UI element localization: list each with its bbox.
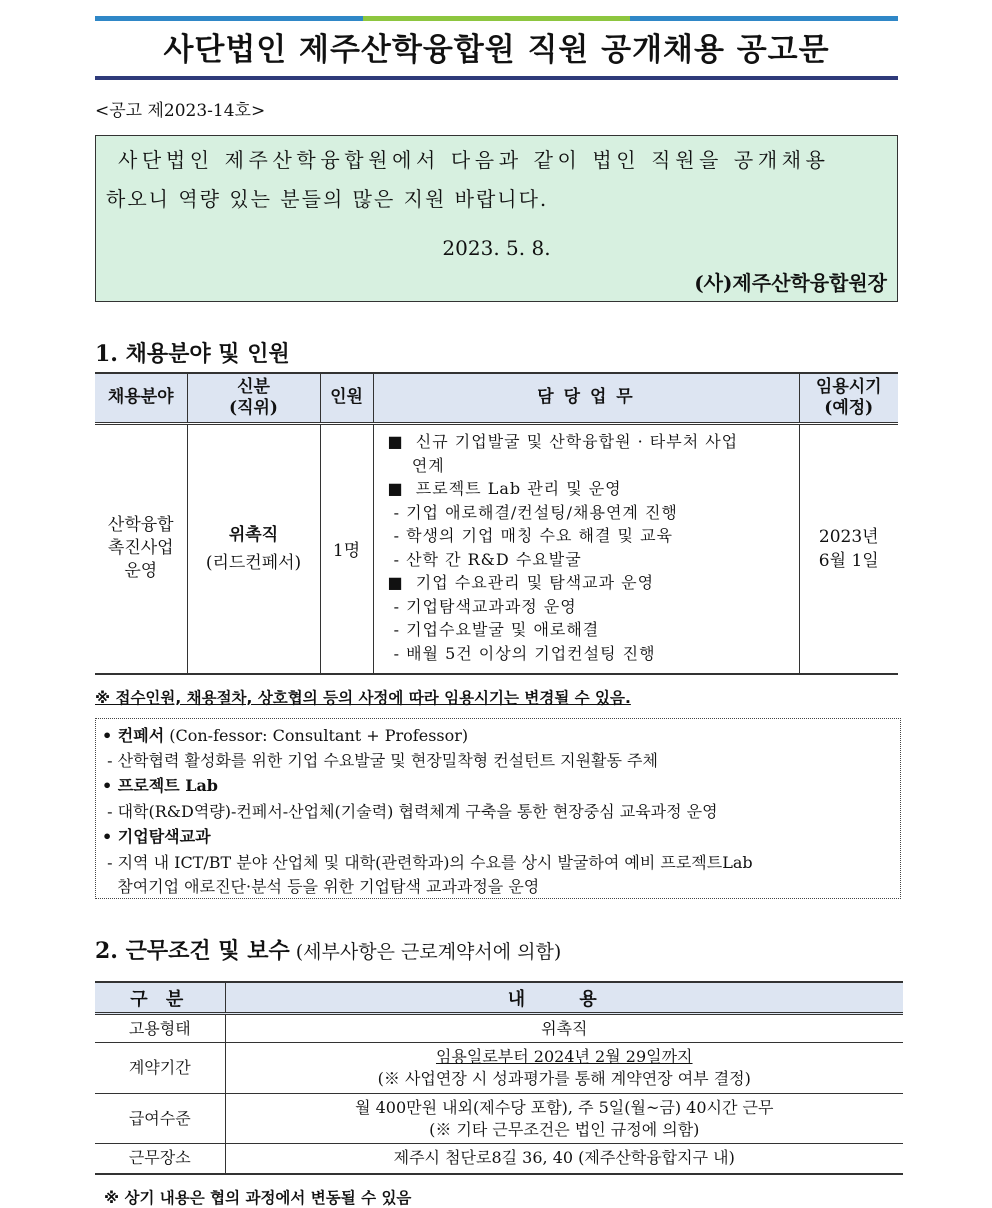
duty-line: - 학생의 기업 매칭 수요 해결 및 교육 [387, 526, 673, 546]
section-2-note: ※ 상기 내용은 협의 과정에서 변동될 수 있음 [104, 1189, 412, 1207]
cell-count: 1명 [320, 423, 373, 674]
duty-line: 연계 [387, 455, 445, 475]
duty-line: - 배월 5건 이상의 기업컨설팅 진행 [387, 643, 656, 663]
row-content: 월 400만원 내외(제수당 포함), 주 5일(월~금) 40시간 근무 (※ 기타 근무조건은 법인 규정에 의함) [225, 1094, 903, 1144]
glossary-term-1: • 컨페서 (Con-fessor: Consultant + Professor) [102, 726, 469, 745]
cell-duties [373, 423, 799, 674]
header-start: 임용시기 (예정) [799, 373, 898, 423]
row-content: 임용일로부터 2024년 2월 29일까지 (※ 사업연장 시 성과평가를 통해 계약연장 여부 결정) [225, 1043, 903, 1094]
cell-start: 2023년 6월 1일 [799, 423, 898, 674]
glossary-desc-3a: - 지역 내 ICT/BT 분야 산업체 및 대학(관련학과)의 수요를 상시 발굴하여 예비 프로젝트Lab [102, 853, 753, 872]
section-1-heading: 1. 채용분야 및 인원 [95, 341, 290, 367]
row-label: 근무장소 [95, 1144, 225, 1174]
glossary-box [95, 718, 901, 899]
duty-line: - 산학 간 R&D 수요발굴 [387, 549, 582, 569]
glossary-desc-3b: 참여기업 애로진단·분석 등을 위한 기업탐색 교과과정을 운영 [102, 877, 540, 896]
intro-date: 2023. 5. 8. [442, 236, 551, 260]
section-2-heading: 2. 근무조건 및 보수 (세부사항은 근로계약서에 의함) [95, 938, 562, 964]
glossary-desc-2: - 대학(R&D역량)-컨페서-산업체(기술력) 협력체계 구축을 통한 현장중심 교육과정 운영 [102, 802, 718, 821]
intro-signature: (사)제주산학융합원장 [694, 271, 887, 295]
duty-line: ■ 기업 수요관리 및 탐색교과 운영 [387, 573, 655, 593]
glossary-term-2: • 프로젝트 Lab [102, 776, 218, 795]
cell-field: 산학융합 촉진사업 운영 [95, 423, 187, 674]
header-field: 채용분야 [95, 373, 187, 423]
duty-line: - 기업수요발굴 및 애로해결 [387, 620, 600, 640]
header-category: 구 분 [95, 982, 225, 1014]
duty-line: - 기업 애로해결/컨설팅/채용연계 진행 [387, 502, 678, 522]
title-underline [95, 76, 898, 80]
row-content: 제주시 첨단로8길 36, 40 (제주산학융합지구 내) [225, 1144, 903, 1174]
conditions-table [95, 981, 903, 1175]
page-title: 사단법인 제주산학융합원 직원 공개채용 공고문 [163, 32, 830, 68]
glossary-term-3: • 기업탐색교과 [102, 827, 211, 846]
row-label: 계약기간 [95, 1043, 225, 1094]
intro-box [95, 135, 898, 302]
top-color-bar [95, 16, 898, 21]
header-content: 내 용 [225, 982, 903, 1014]
section-1-note: ※ 접수인원, 채용절차, 상호협의 등의 사정에 따라 임용시기는 변경될 수 있음. [95, 689, 631, 707]
notice-number: <공고 제2023-14호> [95, 101, 266, 121]
duty-line: - 기업탐색교과과정 운영 [387, 596, 577, 616]
header-duty: 담 당 업 무 [373, 373, 799, 423]
duty-line: ■ 프로젝트 Lab 관리 및 운영 [387, 479, 622, 499]
intro-line-1: 사단법인 제주산학융합원에서 다음과 같이 법인 직원을 공개채용 [118, 148, 830, 172]
row-content: 위촉직 [225, 1014, 903, 1043]
recruitment-table [95, 372, 898, 675]
cell-position: 위촉직 (리드컨페서) [187, 423, 320, 674]
duty-line: ■ 신규 기업발굴 및 산학융합원 · 타부처 사업 [387, 432, 739, 452]
intro-line-2: 하오니 역량 있는 분들의 많은 지원 바랍니다. [106, 187, 549, 211]
row-label: 급여수준 [95, 1094, 225, 1144]
header-position: 신분 (직위) [187, 373, 320, 423]
glossary-desc-1: - 산학협력 활성화를 위한 기업 수요발굴 및 현장밀착형 컨설턴트 지원활동 주체 [102, 751, 658, 770]
header-count: 인원 [320, 373, 373, 423]
row-label: 고용형태 [95, 1014, 225, 1043]
